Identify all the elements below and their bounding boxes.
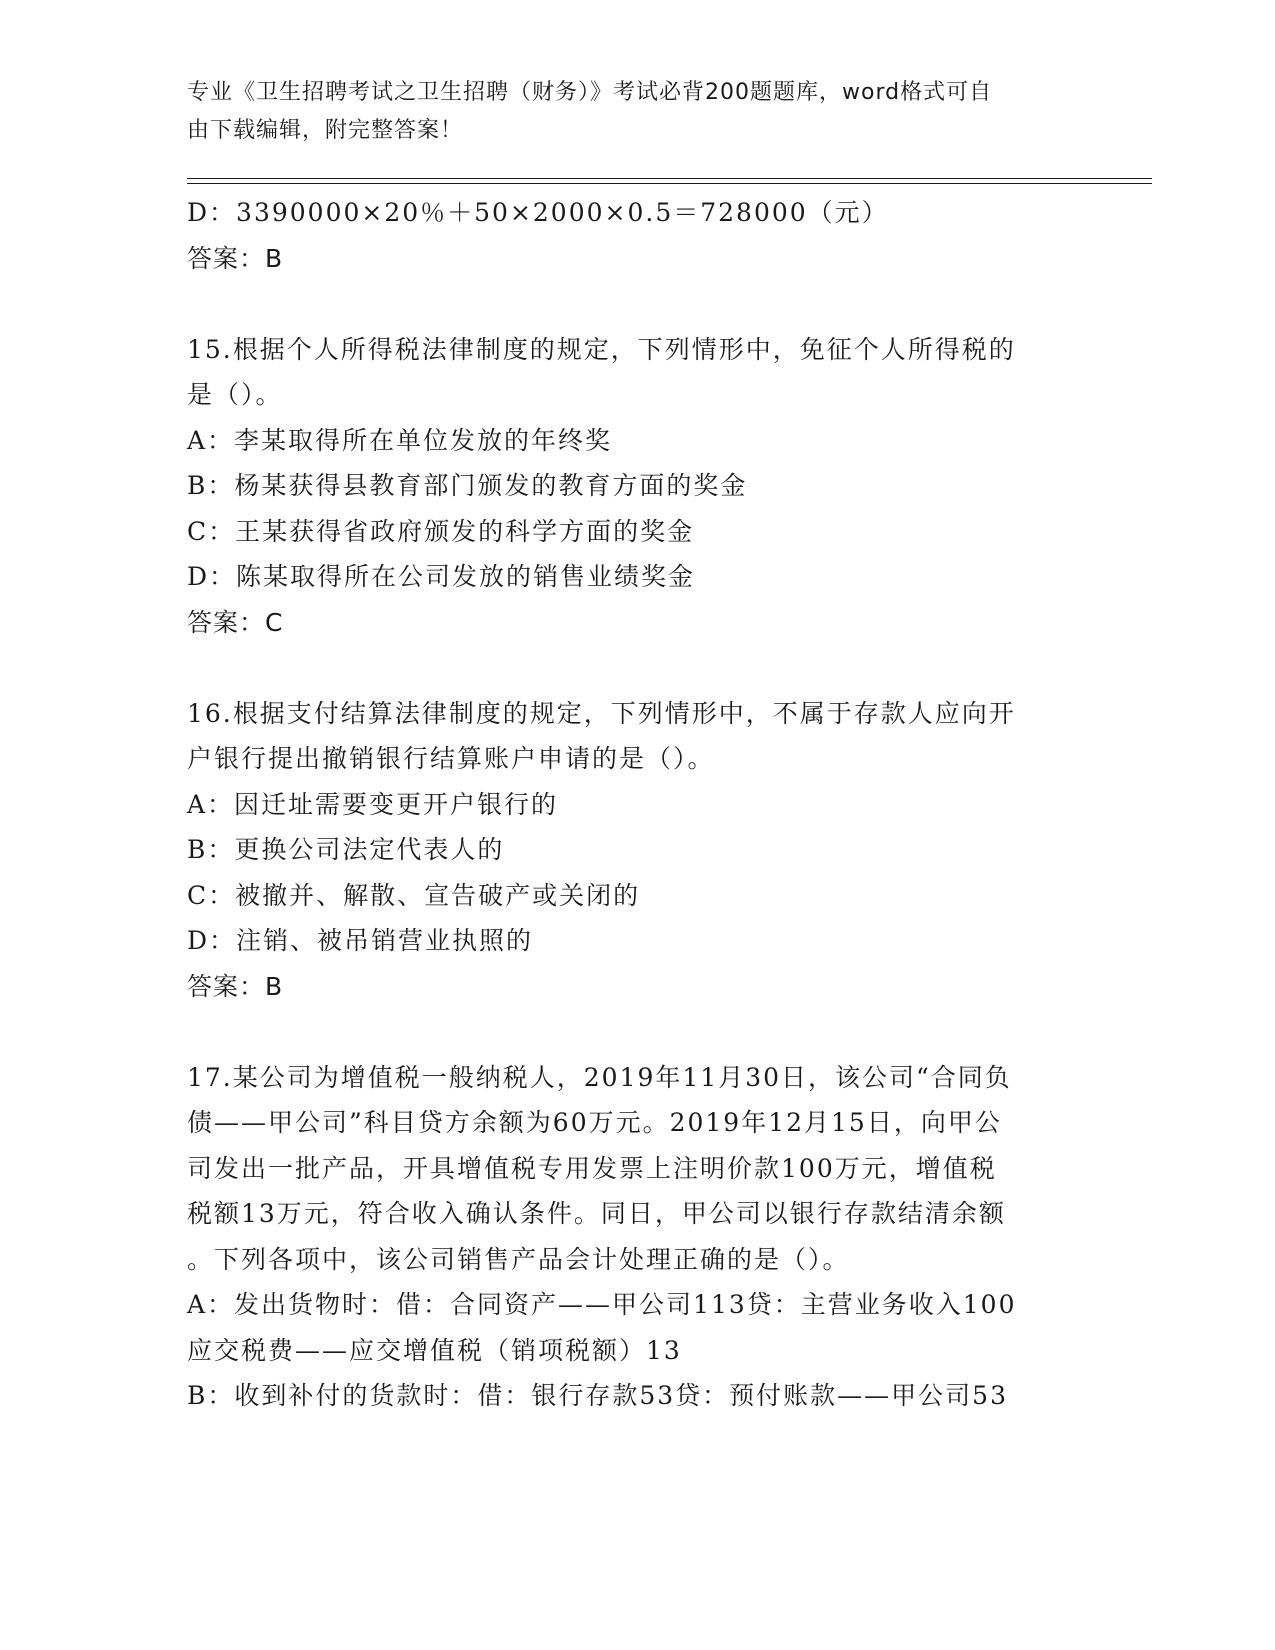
page-header bbox=[187, 74, 1067, 150]
q16-option-c: C：被撤并、解散、宣告破产或关闭的 bbox=[187, 880, 641, 910]
q15-option-d: D：陈某取得所在公司发放的销售业绩奖金 bbox=[187, 562, 696, 591]
q17-stem-line-5: 。下列各项中，该公司销售产品会计处理正确的是（）。 bbox=[187, 1244, 850, 1274]
q15-option-c: C：王某获得省政府颁发的科学方面的奖金 bbox=[187, 516, 695, 546]
question-14 bbox=[187, 190, 1092, 281]
q17-stem-line-1: 17.某公司为增值税一般纳税人，2019年11月30日，该公司“合同负 bbox=[187, 1062, 1012, 1092]
q17-stem-line-3: 司发出一批产品，开具增值税专用发票上注明价款100万元，增值税 bbox=[187, 1153, 997, 1183]
q15-stem-line-2: 是（）。 bbox=[187, 380, 283, 409]
q15-option-b: B：杨某获得县教育部门颁发的教育方面的奖金 bbox=[187, 471, 748, 500]
q16-stem-line-2: 户银行提出撤销银行结算账户申请的是（）。 bbox=[187, 744, 715, 773]
q17-stem-line-2: 债——甲公司”科目贷方余额为60万元。2019年12月15日，向甲公 bbox=[187, 1108, 1002, 1137]
header-line-1: 专业《卫生招聘考试之卫生招聘（财务）》考试必背200题题库，word格式可自 bbox=[187, 80, 993, 105]
document-body bbox=[187, 190, 1092, 1419]
q15-option-a: A：李某取得所在单位发放的年终奖 bbox=[187, 425, 613, 455]
q16-option-a: A：因迁址需要变更开户银行的 bbox=[187, 789, 559, 819]
question-17 bbox=[187, 1055, 1092, 1419]
q17-option-b: B：收到补付的货款时：借：银行存款53贷：预付账款——甲公司53 bbox=[187, 1381, 1008, 1410]
spacer bbox=[187, 1009, 1092, 1055]
question-16 bbox=[187, 691, 1092, 1010]
q15-stem-line-1: 15.根据个人所得税法律制度的规定，下列情形中，免征个人所得税的 bbox=[187, 334, 1016, 364]
q16-stem-line-1: 16.根据支付结算法律制度的规定，下列情形中，不属于存款人应向开 bbox=[187, 698, 1016, 728]
q16-option-b: B：更换公司法定代表人的 bbox=[187, 835, 505, 864]
q17-option-a-line-1: A：发出货物时：借：合同资产——甲公司113贷：主营业务收入100 bbox=[187, 1290, 1017, 1319]
header-divider-top bbox=[187, 178, 1152, 179]
q17-option-a-line-2: 应交税费——应交增值税（销项税额）13 bbox=[187, 1335, 682, 1365]
header-line-2: 由下载编辑，附完整答案！ bbox=[187, 118, 464, 143]
spacer bbox=[187, 281, 1092, 327]
question-15 bbox=[187, 327, 1092, 646]
q15-answer: 答案：C bbox=[187, 607, 284, 637]
q17-stem-line-4: 税额13万元，符合收入确认条件。同日，甲公司以银行存款结清余额 bbox=[187, 1199, 1006, 1228]
q14-option-d: D：3390000×20％＋50×2000×0.5＝728000（元） bbox=[187, 198, 889, 227]
q14-answer: 答案：B bbox=[187, 243, 284, 273]
q16-answer: 答案：B bbox=[187, 971, 284, 1001]
spacer bbox=[187, 645, 1092, 691]
header-divider-bottom bbox=[187, 183, 1152, 184]
q16-option-d: D：注销、被吊销营业执照的 bbox=[187, 926, 534, 955]
